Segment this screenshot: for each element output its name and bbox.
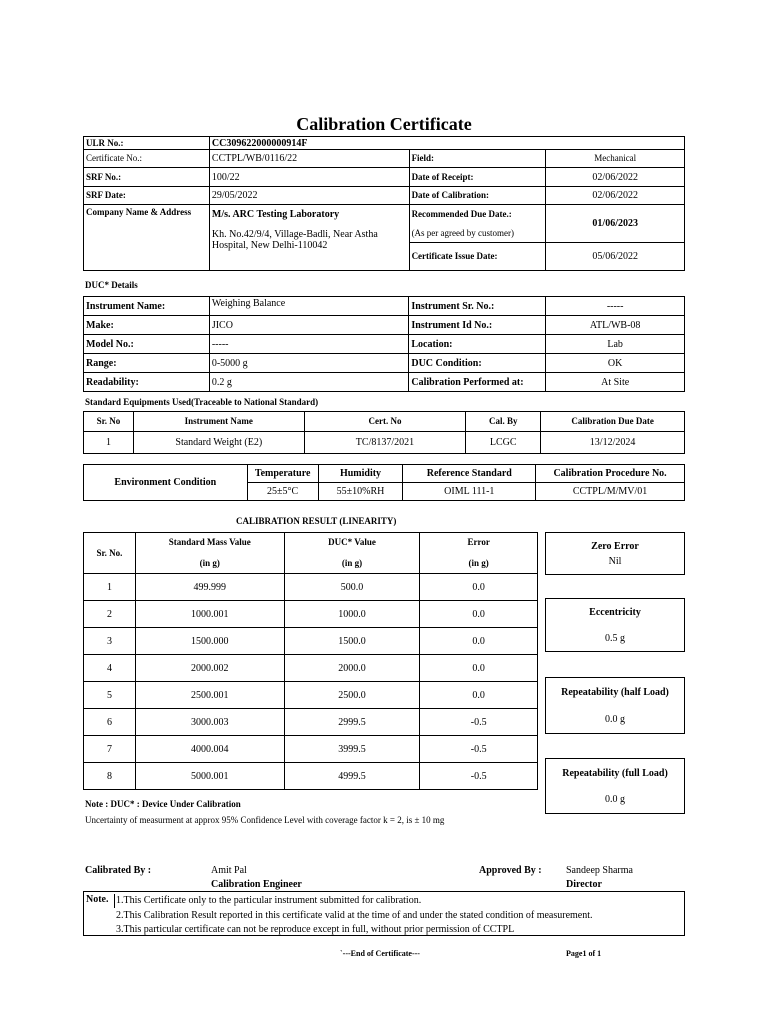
- note-line-2: 2.This Calibration Result reported in this certificate valid at the time of and under the stated condition of measurement.: [116, 910, 593, 921]
- field-value: Mechanical: [546, 150, 685, 168]
- duc-condition-value: OK: [546, 354, 685, 373]
- result-std: 2500.001: [135, 682, 284, 709]
- note-line-1: 1.This Certificate only to the particular instrument submitted for calibration.: [116, 895, 422, 906]
- ulr-value: CC309622000000914F: [209, 137, 684, 150]
- std-header-cert: Cert. No: [304, 412, 466, 432]
- certificate-header-table: [83, 136, 685, 271]
- approved-by-label: Approved By :: [479, 865, 542, 876]
- result-header-duc: [284, 533, 420, 574]
- uncertainty-note: Uncertainty of measurment at approx 95% Confidence Level with coverage factor k = 2, is ± 10 mg: [85, 815, 445, 825]
- result-duc: 500.0: [284, 574, 420, 601]
- repeatability-full-value: 0.0 g: [605, 794, 625, 805]
- result-std: 1500.000: [135, 628, 284, 655]
- field-label: Field:: [409, 150, 546, 168]
- std-header-sr: Sr. No: [84, 412, 134, 432]
- result-header-duc-label: DUC* Value: [328, 537, 376, 547]
- result-err: 0.0: [420, 601, 538, 628]
- env-humidity-value: 55±10%RH: [318, 483, 403, 501]
- result-sr: 8: [84, 763, 136, 790]
- table-row: [84, 601, 538, 628]
- result-header-std-label: Standard Mass Value: [168, 537, 251, 547]
- results-heading: CALIBRATION RESULT (LINEARITY): [236, 516, 397, 526]
- result-sr: 4: [84, 655, 136, 682]
- range-label: Range:: [84, 354, 210, 373]
- environment-label: Environment Condition: [84, 465, 248, 501]
- notes-box: [83, 891, 685, 936]
- make-label: Make:: [84, 316, 210, 335]
- approved-by-name: Sandeep Sharma: [566, 865, 633, 876]
- std-row-sr: 1: [84, 432, 134, 454]
- result-err: 0.0: [420, 682, 538, 709]
- std-row-instrument: Standard Weight (E2): [133, 432, 304, 454]
- result-duc: 2500.0: [284, 682, 420, 709]
- eccentricity-value: 0.5 g: [605, 633, 625, 644]
- repeatability-full-box: [545, 758, 685, 814]
- result-err: -0.5: [420, 736, 538, 763]
- instrument-id-value: ATL/WB-08: [546, 316, 685, 335]
- issue-date-value: 05/06/2022: [546, 243, 685, 271]
- model-label: Model No.:: [84, 335, 210, 354]
- calibrated-by-label: Calibrated By :: [85, 865, 152, 876]
- performed-at-value: At Site: [546, 373, 685, 392]
- result-duc: 3999.5: [284, 736, 420, 763]
- due-date-label: Recommended Due Date.:: [409, 205, 546, 225]
- env-procedure-value: CCTPL/M/MV/01: [536, 483, 685, 501]
- environment-table: [83, 464, 685, 501]
- result-std: 3000.003: [135, 709, 284, 736]
- calibrated-by-name: Amit Pal: [211, 865, 247, 876]
- srf-no-label: SRF No.:: [84, 168, 210, 187]
- result-sr: 6: [84, 709, 136, 736]
- result-sr: 3: [84, 628, 136, 655]
- duc-heading: DUC* Details: [85, 280, 138, 290]
- env-header-temperature: Temperature: [247, 465, 318, 483]
- duc-condition-label: DUC Condition:: [409, 354, 546, 373]
- receipt-date-label: Date of Receipt:: [409, 168, 546, 187]
- std-row-cert: TC/8137/2021: [304, 432, 466, 454]
- range-value: 0-5000 g: [209, 354, 409, 373]
- table-row: [84, 736, 538, 763]
- table-row: [84, 709, 538, 736]
- result-sr: 2: [84, 601, 136, 628]
- result-duc: 1500.0: [284, 628, 420, 655]
- duc-note: Note : DUC* : Device Under Calibration: [85, 799, 241, 809]
- result-std: 2000.002: [135, 655, 284, 682]
- srf-date-value: 29/05/2022: [209, 187, 409, 205]
- result-header-err: [420, 533, 538, 574]
- result-duc: 2000.0: [284, 655, 420, 682]
- zero-error-value: Nil: [608, 556, 622, 567]
- readability-value: 0.2 g: [209, 373, 409, 392]
- result-std: 5000.001: [135, 763, 284, 790]
- eccentricity-box: [545, 598, 685, 652]
- table-row: [84, 628, 538, 655]
- table-row: [84, 682, 538, 709]
- instrument-sr-label: Instrument Sr. No.:: [409, 297, 546, 316]
- readability-label: Readability:: [84, 373, 210, 392]
- instrument-sr-value: -----: [546, 297, 685, 316]
- result-duc: 1000.0: [284, 601, 420, 628]
- page-number: Page1 of 1: [566, 949, 602, 958]
- result-std: 1000.001: [135, 601, 284, 628]
- duc-details-table: [83, 296, 685, 392]
- note-line-3: 3.This particular certificate can not be reproduce except in full, without prior permission of CCTPL: [116, 924, 515, 935]
- ulr-label: ULR No.:: [84, 137, 210, 150]
- result-sr: 1: [84, 574, 136, 601]
- result-err: -0.5: [420, 763, 538, 790]
- result-header-err-label: Error: [467, 537, 490, 547]
- make-value: JICO: [209, 316, 409, 335]
- result-err: 0.0: [420, 655, 538, 682]
- std-header-instrument: Instrument Name: [133, 412, 304, 432]
- zero-error-label: Zero Error: [591, 541, 639, 552]
- results-table: [83, 532, 538, 790]
- result-err: 0.0: [420, 574, 538, 601]
- result-std: 4000.004: [135, 736, 284, 763]
- end-of-certificate: `---End of Certificate---: [340, 949, 420, 958]
- result-header-std-unit: (in g): [199, 558, 220, 568]
- env-reference-value: OIML 111-1: [403, 483, 536, 501]
- page-title: Calibration Certificate: [296, 114, 472, 134]
- std-row-due: 13/12/2024: [541, 432, 685, 454]
- table-row: [84, 763, 538, 790]
- result-header-std: [135, 533, 284, 574]
- calibration-date-label: Date of Calibration:: [409, 187, 546, 205]
- receipt-date-value: 02/06/2022: [546, 168, 685, 187]
- standards-table: [83, 411, 685, 454]
- eccentricity-label: Eccentricity: [589, 607, 641, 618]
- instrument-name-value: Weighing Balance: [209, 297, 409, 316]
- due-date-note: (As per agreed by customer): [409, 225, 546, 243]
- result-sr: 7: [84, 736, 136, 763]
- model-value: -----: [209, 335, 409, 354]
- result-std: 499.999: [135, 574, 284, 601]
- srf-date-label: SRF Date:: [84, 187, 210, 205]
- location-label: Location:: [409, 335, 546, 354]
- result-duc: 4999.5: [284, 763, 420, 790]
- standards-heading: Standard Equipments Used(Traceable to National Standard): [85, 397, 319, 407]
- result-header-sr: Sr. No.: [84, 533, 136, 574]
- location-value: Lab: [546, 335, 685, 354]
- result-duc: 2999.5: [284, 709, 420, 736]
- instrument-id-label: Instrument Id No.:: [409, 316, 546, 335]
- repeatability-half-value: 0.0 g: [605, 714, 625, 725]
- result-header-err-unit: (in g): [468, 558, 489, 568]
- zero-error-box: [545, 532, 685, 575]
- company-address-line1: Kh. No.42/9/4, Village-Badli, Near Astha: [211, 228, 378, 240]
- repeatability-half-label: Repeatability (half Load): [561, 687, 669, 698]
- issue-date-label: Certificate Issue Date:: [409, 243, 546, 271]
- result-err: 0.0: [420, 628, 538, 655]
- result-header-duc-unit: (in g): [341, 558, 363, 568]
- approved-by-role: Director: [566, 879, 602, 890]
- env-header-humidity: Humidity: [318, 465, 403, 483]
- table-row: [84, 574, 538, 601]
- calibrated-by-role: Calibration Engineer: [211, 879, 302, 890]
- env-header-reference: Reference Standard: [403, 465, 536, 483]
- instrument-name-label: Instrument Name:: [84, 297, 210, 316]
- env-header-procedure: Calibration Procedure No.: [536, 465, 685, 483]
- srf-no-value: 100/22: [209, 168, 409, 187]
- performed-at-label: Calibration Performed at:: [409, 373, 546, 392]
- std-row-calby: LCGC: [466, 432, 541, 454]
- env-temperature-value: 25±5°C: [247, 483, 318, 501]
- result-rows: [84, 574, 538, 790]
- calibration-date-value: 02/06/2022: [546, 187, 685, 205]
- std-header-due: Calibration Due Date: [541, 412, 685, 432]
- notes-label: Note.: [86, 894, 109, 905]
- company-address-line2: Hospital, New Delhi-110042: [211, 239, 328, 251]
- company-label: Company Name & Address: [84, 205, 210, 271]
- due-date-value: 01/06/2023: [546, 205, 685, 243]
- repeatability-half-box: [545, 677, 685, 734]
- cert-no-label: Certificate No.:: [84, 150, 210, 168]
- table-row: [84, 655, 538, 682]
- result-sr: 5: [84, 682, 136, 709]
- company-name: M/s. ARC Testing Laboratory: [209, 205, 409, 225]
- std-header-calby: Cal. By: [466, 412, 541, 432]
- company-address: [209, 225, 409, 271]
- result-err: -0.5: [420, 709, 538, 736]
- repeatability-full-label: Repeatability (full Load): [562, 768, 668, 779]
- cert-no-value: CCTPL/WB/0116/22: [209, 150, 409, 168]
